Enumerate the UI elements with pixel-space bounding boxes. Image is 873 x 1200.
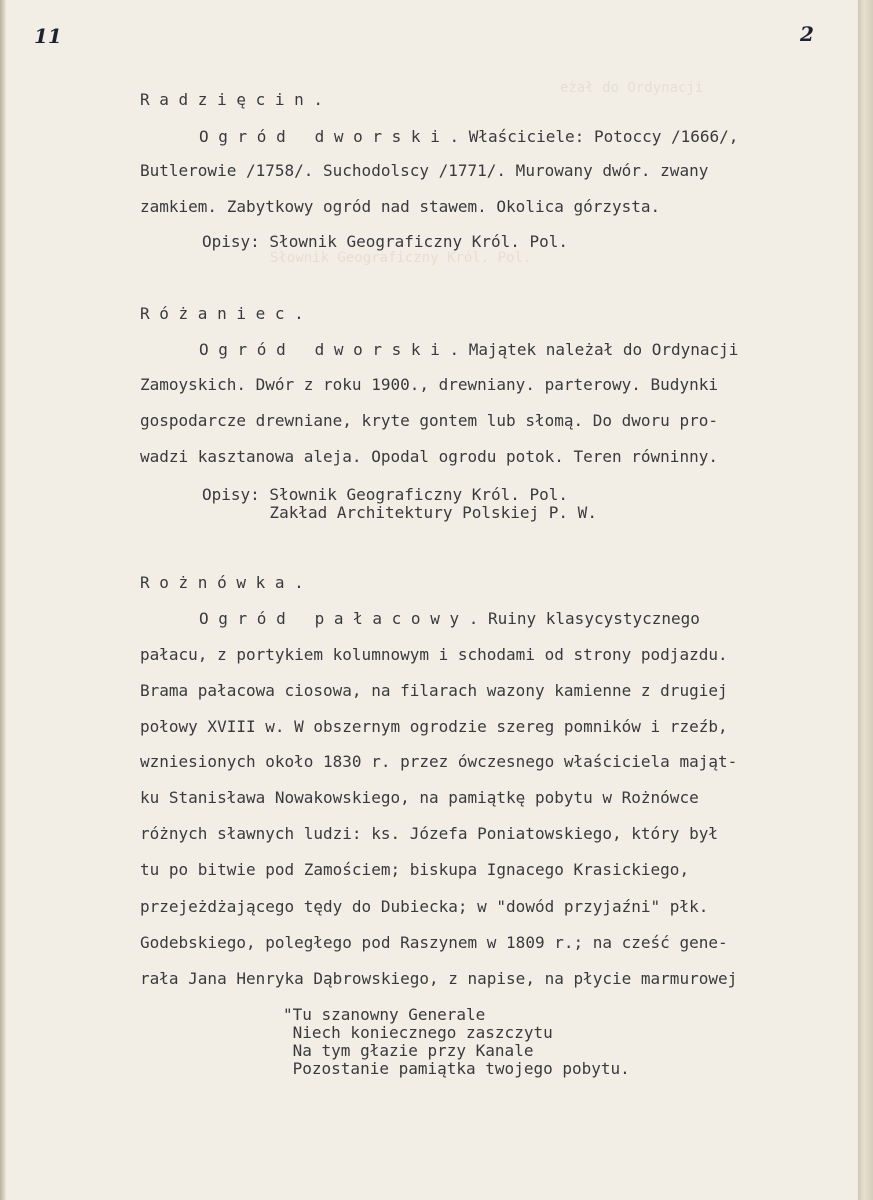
body-line: Brama pałacowa ciosowa, na filarach wazony kamienne z drugiej bbox=[140, 681, 728, 700]
body-line: Godebskiego, poległego pod Raszynem w 1809 r.; na cześć gene- bbox=[140, 933, 728, 952]
body-line: Butlerowie /1758/. Suchodolscy /1771/. Murowany dwór. zwany bbox=[140, 161, 709, 180]
body-line: wzniesionych około 1830 r. przez ówczesnego właściciela mająt- bbox=[140, 752, 738, 771]
poem-line: "Tu szanowny Generale bbox=[283, 1005, 486, 1024]
body-line: różnych sławnych ludzi: ks. Józefa Poniatowskiego, który był bbox=[140, 824, 718, 843]
body-line: połowy XVIII w. W obszernym ogrodzie szereg pomników i rzeźb, bbox=[140, 717, 728, 736]
poem-line: Na tym głazie przy Kanale bbox=[283, 1041, 534, 1060]
section-heading-roznowka: R o ż n ó w k a . bbox=[140, 573, 304, 592]
folio-number: 11 bbox=[34, 24, 62, 48]
body-line: O g r ó d d w o r s k i . Majątek należał do Ordynacji bbox=[199, 340, 739, 359]
section-heading-rozaniec: R ó ż a n i e c . bbox=[140, 304, 304, 323]
page-edge bbox=[858, 0, 873, 1200]
bleed-through-text: Słownik Geograficzny Król. Pol. bbox=[270, 250, 532, 266]
body-line: wadzi kasztanowa aleja. Opodal ogrodu potok. Teren równinny. bbox=[140, 447, 718, 466]
body-line: tu po bitwie pod Zamościem; biskupa Ignacego Krasickiego, bbox=[140, 860, 690, 879]
body-line: O g r ó d d w o r s k i . Właściciele: Potoccy /1666/, bbox=[199, 127, 739, 146]
body-line: O g r ó d p a ł a c o w y . Ruiny klasycystycznego bbox=[199, 609, 700, 628]
section-heading-radziecin: R a d z i ę c i n . bbox=[140, 90, 324, 109]
body-line: rała Jana Henryka Dąbrowskiego, z napise, na płycie marmurowej bbox=[140, 969, 738, 988]
page-binding-edge bbox=[0, 0, 6, 1200]
sources-line: Opisy: Słownik Geograficzny Król. Pol. bbox=[202, 485, 569, 504]
poem-line: Niech koniecznego zaszczytu bbox=[283, 1023, 553, 1042]
body-line: zamkiem. Zabytkowy ogród nad stawem. Okolica górzysta. bbox=[140, 197, 661, 216]
body-line: przejeżdżającego tędy do Dubiecka; w "dowód przyjaźni" płk. bbox=[140, 897, 709, 916]
poem-line: Pozostanie pamiątka twojego pobytu. bbox=[283, 1059, 630, 1078]
body-line: gospodarcze drewniane, kryte gontem lub słomą. Do dworu pro- bbox=[140, 411, 718, 430]
bleed-through-text: eżał do Ordynacji bbox=[560, 80, 704, 96]
body-line: Zamoyskich. Dwór z roku 1900., drewniany. parterowy. Budynki bbox=[140, 375, 718, 394]
body-line: pałacu, z portykiem kolumnowym i schodami od strony podjazdu. bbox=[140, 645, 728, 664]
page-number: 2 bbox=[800, 22, 814, 46]
sources-line: Zakład Architektury Polskiej P. W. bbox=[202, 503, 597, 522]
body-line: ku Stanisława Nowakowskiego, na pamiątkę pobytu w Rożnówce bbox=[140, 788, 699, 807]
sources-line: Opisy: Słownik Geograficzny Król. Pol. bbox=[202, 232, 569, 251]
